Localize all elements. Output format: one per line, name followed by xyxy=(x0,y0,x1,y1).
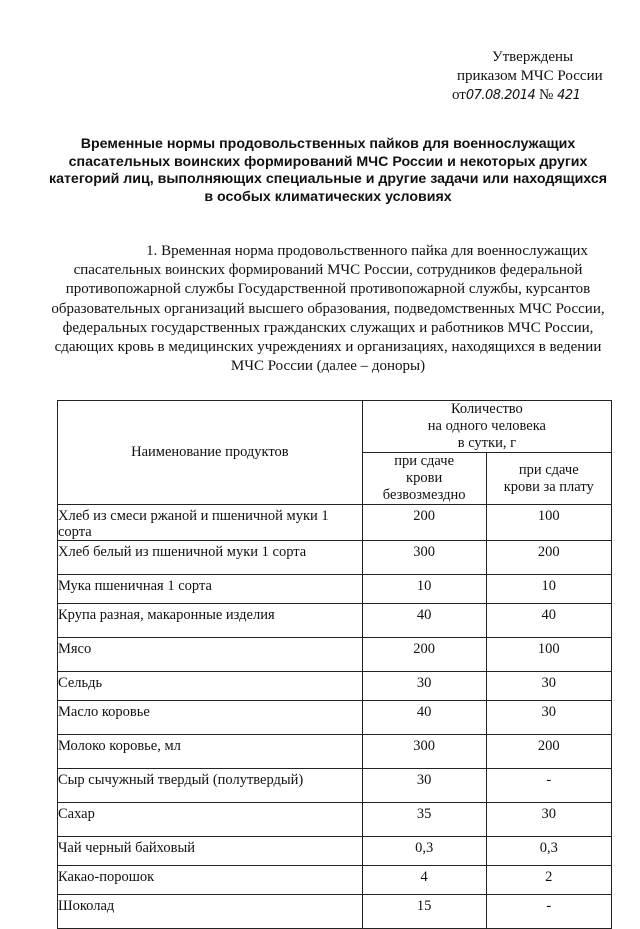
header-free-donation xyxy=(362,453,486,505)
paid-amount: 40 xyxy=(486,604,612,638)
product-name: Крупа разная, макаронные изделия xyxy=(58,604,363,638)
product-name: Мясо xyxy=(58,638,363,672)
free-amount: 30 xyxy=(362,672,486,701)
approval-date-prefix: от xyxy=(452,87,466,103)
paid-amount: 30 xyxy=(486,672,612,701)
free-amount: 200 xyxy=(362,638,486,672)
table-row xyxy=(58,575,612,604)
document-title: Временные нормы продовольственных пайков для военнослужащих спасательных воинских формирований МЧС России и некоторых других категорий лиц, выполняющих специальные и другие задачи или находящихся в особых климатических условиях xyxy=(48,136,608,205)
table-row xyxy=(58,701,612,735)
approval-date-handwritten: 07.08.2014 xyxy=(465,88,536,103)
product-name: Хлеб из смеси ржаной и пшеничной муки 1 сорта xyxy=(58,505,363,541)
paid-amount: 10 xyxy=(486,575,612,604)
free-amount: 15 xyxy=(362,895,486,929)
paid-amount: 200 xyxy=(486,541,612,575)
approval-line-approved: Утверждены xyxy=(492,49,574,65)
table-row xyxy=(58,672,612,701)
free-amount: 10 xyxy=(362,575,486,604)
paid-amount: - xyxy=(486,769,612,803)
free-amount: 40 xyxy=(362,701,486,735)
product-name: Мука пшеничная 1 сорта xyxy=(58,575,363,604)
free-amount: 40 xyxy=(362,604,486,638)
free-amount: 300 xyxy=(362,735,486,769)
header-quantity-line: Количество xyxy=(450,401,523,417)
table-row xyxy=(58,769,612,803)
free-amount: 300 xyxy=(362,541,486,575)
header-free-line: крови xyxy=(406,470,443,486)
approval-stamp xyxy=(452,48,622,105)
product-name: Какао-порошок xyxy=(58,866,363,895)
product-name: Хлеб белый из пшеничной муки 1 сорта xyxy=(58,541,363,575)
free-amount: 200 xyxy=(362,505,486,541)
table-row xyxy=(58,837,612,866)
table-row xyxy=(58,895,612,929)
free-amount: 4 xyxy=(362,866,486,895)
header-paid-line: крови за плату xyxy=(503,478,594,495)
paid-amount: 0,3 xyxy=(486,837,612,866)
approval-number-handwritten: 421 xyxy=(557,88,581,103)
paid-amount: 200 xyxy=(486,735,612,769)
paid-amount: 2 xyxy=(486,866,612,895)
approval-line-date xyxy=(452,86,622,105)
header-quantity-line: на одного человека xyxy=(427,418,546,434)
paid-amount: 100 xyxy=(486,638,612,672)
table-row xyxy=(58,866,612,895)
header-free-line: при сдаче xyxy=(394,453,455,469)
paid-amount: - xyxy=(486,895,612,929)
header-quantity xyxy=(362,401,611,453)
table-row xyxy=(58,541,612,575)
header-quantity-line: в сутки, г xyxy=(457,435,517,451)
product-name: Сахар xyxy=(58,803,363,837)
header-product-name: Наименование продуктов xyxy=(58,401,363,505)
intro-paragraph xyxy=(48,242,608,376)
product-name: Масло коровье xyxy=(58,701,363,735)
table-row xyxy=(58,638,612,672)
header-free-line: безвозмездно xyxy=(382,487,466,503)
paid-amount: 30 xyxy=(486,701,612,735)
product-name: Шоколад xyxy=(58,895,363,929)
free-amount: 0,3 xyxy=(362,837,486,866)
product-name: Сыр сычужный твердый (полутвердый) xyxy=(58,769,363,803)
paid-amount: 30 xyxy=(486,803,612,837)
product-name: Молоко коровье, мл xyxy=(58,735,363,769)
table-row xyxy=(58,803,612,837)
paid-amount: 100 xyxy=(486,505,612,541)
approval-number-label: № xyxy=(539,87,554,103)
product-name: Сельдь xyxy=(58,672,363,701)
approval-line-order: приказом МЧС России xyxy=(457,68,603,84)
ration-table xyxy=(57,400,612,929)
free-amount: 30 xyxy=(362,769,486,803)
intro-paragraph-text: 1. Временная норма продовольственного пайка для военнослужащих спасательных воинских формирований МЧС России, сотрудников федеральной противопожарной службы Государственной противопожарной службы, курсантов образовательных организаций высшего образования, подведомственных МЧС России, федеральных государственных гражданских служащих и работников МЧС России, сдающих кровь в медицинских учреждениях и организациях, находящихся в ведении МЧС России (далее – доноры) xyxy=(51,243,605,375)
header-paid-line: при сдаче xyxy=(518,461,579,478)
header-paid-donation xyxy=(486,453,612,505)
table-row xyxy=(58,505,612,541)
product-name: Чай черный байховый xyxy=(58,837,363,866)
table-row xyxy=(58,604,612,638)
free-amount: 35 xyxy=(362,803,486,837)
table-row xyxy=(58,735,612,769)
